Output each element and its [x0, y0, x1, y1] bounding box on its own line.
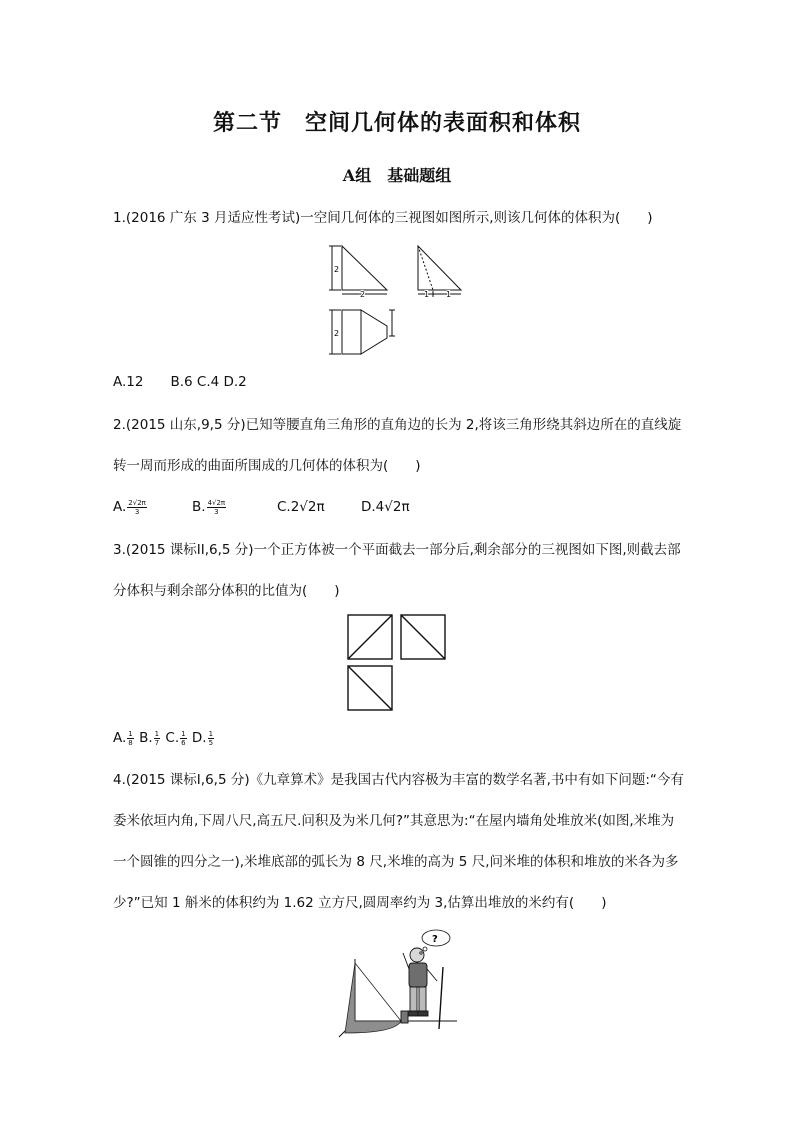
q3-front-view	[348, 615, 392, 659]
option-b-num: 4√2π	[207, 498, 226, 507]
q1-three-view-figure	[325, 240, 470, 360]
option-c-den: 6	[181, 738, 186, 747]
option-b-fraction	[154, 730, 160, 747]
question-1-text: 1.(2016 广东 3 月适应性考试)一空间几何体的三视图如图所示,则该几何体的体积为( )	[113, 210, 653, 226]
question-2-option-b	[192, 497, 227, 517]
option-a-den: 3	[134, 507, 140, 516]
question-2-line-1: 2.(2015 山东,9,5 分)已知等腰直角三角形的直角边的长为 2,将该三角形绕其斜边所在的直线旋	[113, 417, 682, 433]
question-2-line-2: 转一周而形成的曲面所围成的几何体的体积为( )	[113, 458, 421, 474]
option-d-den: 5	[208, 738, 214, 747]
option-a-fraction	[127, 730, 133, 747]
option-b-label: B.	[139, 730, 153, 746]
question-4-line-3: 一个圆锥的四分之一),米堆底部的弧长为 8 尺,米堆的高为 5 尺,问米堆的体积和堆放的米各为多	[113, 854, 679, 870]
option-a-num: 1	[128, 729, 133, 738]
option-b-den: 3	[214, 507, 219, 516]
q1-front-height-label: 2	[334, 265, 340, 274]
option-a-label: A.	[113, 730, 127, 746]
question-2-option-d: D.4√2π	[361, 499, 410, 515]
option-c-label: C.	[165, 730, 180, 746]
q1-side-right-label: 1	[446, 290, 452, 299]
rice-pile-cone	[345, 963, 401, 1033]
option-a-den: 8	[128, 738, 133, 747]
question-1-options: A.12 B.6 C.4 D.2	[113, 374, 247, 390]
option-a-label: A.	[113, 499, 127, 515]
question-2-option-c: C.2√2π	[277, 499, 325, 515]
option-b-label: B.	[192, 499, 206, 515]
option-c-fraction	[180, 730, 186, 747]
option-b-num: 1	[154, 729, 160, 738]
option-a-fraction	[127, 499, 147, 516]
option-c-num: 1	[181, 729, 186, 738]
question-3-line-2: 分体积与剩余部分体积的比值为( )	[113, 583, 340, 599]
question-3-line-1: 3.(2015 课标II,6,5 分)一个正方体被一个平面截去一部分后,剩余部分的三视图如下图,则截去部	[113, 542, 681, 558]
farmer-figure	[401, 948, 443, 1029]
option-d-num: 1	[208, 729, 214, 738]
q1-side-left-label: 1	[424, 290, 430, 299]
option-b-den: 7	[154, 738, 160, 747]
q3-top-view	[348, 666, 392, 710]
q3-side-view	[401, 615, 445, 659]
question-4-line-2: 委米依垣内角,下周八尺,高五尺.问积及为米几何?”其意思为:“在屋内墙角处堆放米(如图,米堆为	[113, 813, 675, 829]
page-title: 第二节 空间几何体的表面积和体积	[212, 110, 581, 136]
q1-front-width-label: 2	[360, 290, 366, 299]
q3-three-view-figure	[345, 612, 449, 712]
question-4-line-1: 4.(2015 课标I,6,5 分)《九章算术》是我国古代内容极为丰富的数学名著,书中有如下问题:“今有	[113, 772, 684, 788]
question-3-options	[113, 728, 215, 748]
question-mark: ?	[432, 934, 438, 945]
question-4-line-4: 少?”已知 1 斛米的体积约为 1.62 立方尺,圆周率约为 3,估算出堆放的米约有( )	[113, 895, 607, 911]
option-a-num: 2√2π	[128, 498, 146, 507]
option-b-fraction	[207, 499, 227, 516]
question-2-option-a	[113, 497, 148, 517]
option-d-label: D.	[191, 730, 207, 746]
q4-rice-pile-illustration	[335, 925, 465, 1043]
group-title: A组 基础题组	[342, 166, 452, 185]
option-d-fraction	[208, 730, 214, 747]
q1-top-height-label: 2	[334, 329, 340, 338]
